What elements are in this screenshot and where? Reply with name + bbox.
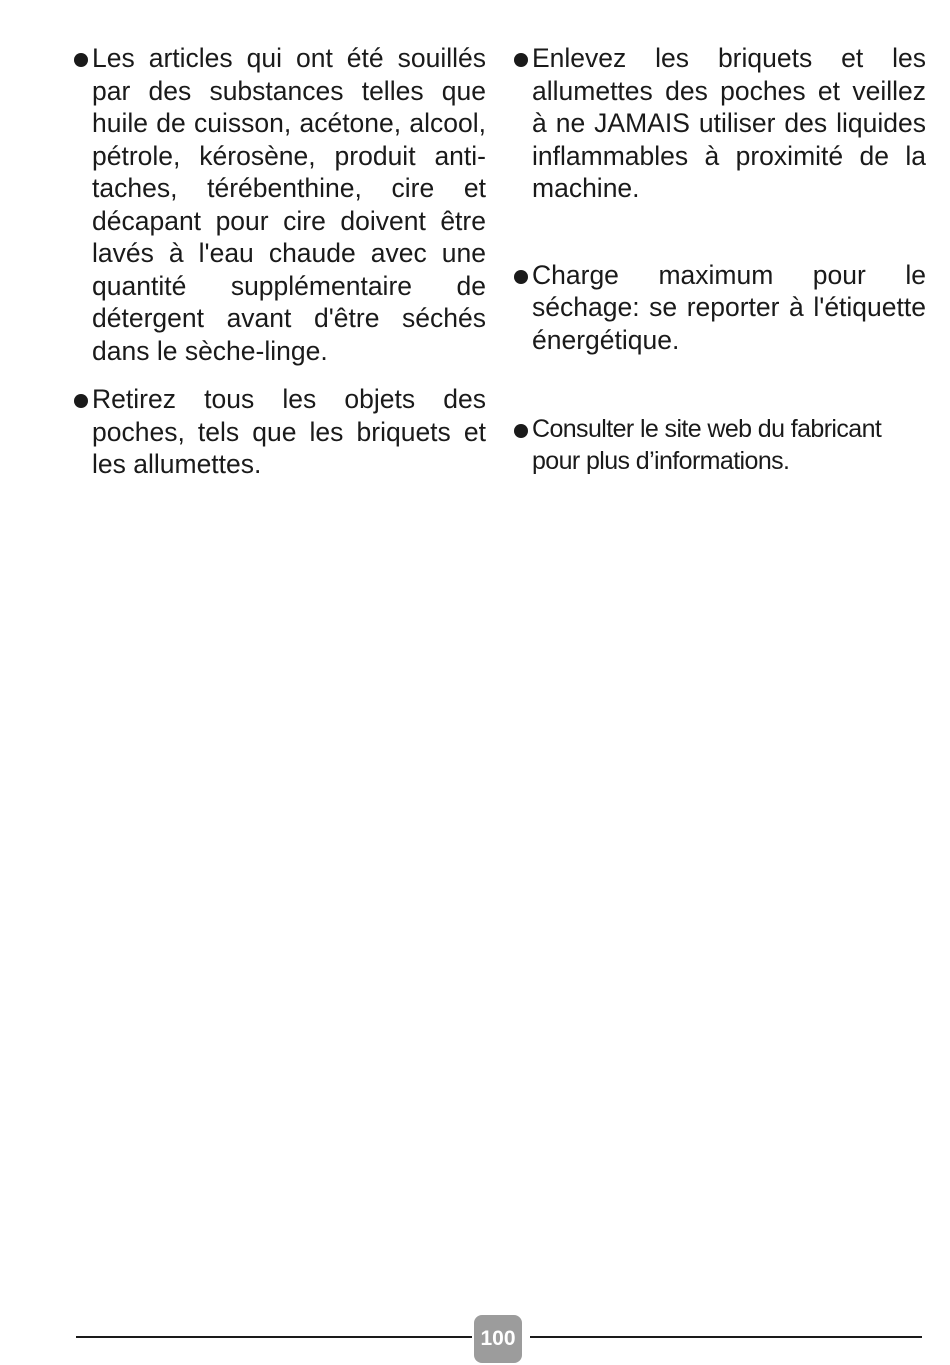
- page-number-badge: 100: [474, 1315, 522, 1363]
- list-item-text: Consulter le site web du fabricant pour plus d’informations.: [532, 415, 882, 475]
- list-item: [74, 383, 486, 481]
- bullet-icon: [514, 53, 528, 67]
- bullet-icon: [514, 270, 528, 284]
- list-item-text: Les articles qui ont été souillés par des substances telles que huile de cuisson, acétone, alcool, pétrole, kérosène, produit anti-taches, térébenthine, cire et décapant pour cire doivent être lavés à l'eau chaude avec une quantité supplémentaire de détergent avant d'être séchés dans le sèche-linge.: [92, 43, 486, 366]
- list-item: [74, 42, 486, 367]
- right-column: [514, 42, 926, 477]
- list-item: [514, 259, 926, 357]
- footer-divider-left: [76, 1336, 472, 1338]
- bullet-icon: [74, 394, 88, 408]
- footer-divider-right: [530, 1336, 922, 1338]
- left-column: [74, 42, 486, 481]
- list-item-text: Retirez tous les objets des poches, tels que les briquets et les allumettes.: [92, 384, 486, 479]
- list-item: [514, 42, 926, 205]
- bullet-icon: [514, 424, 528, 438]
- list-item-text: Charge maximum pour le séchage: se reporter à l'étiquette énergétique.: [532, 259, 926, 355]
- bullet-icon: [74, 53, 88, 67]
- list-item: [514, 413, 926, 477]
- list-item-text: Enlevez les briquets et les allumettes des poches et veillez à ne JAMAIS utiliser des liquides inflammables à proximité de la machine.: [532, 43, 926, 203]
